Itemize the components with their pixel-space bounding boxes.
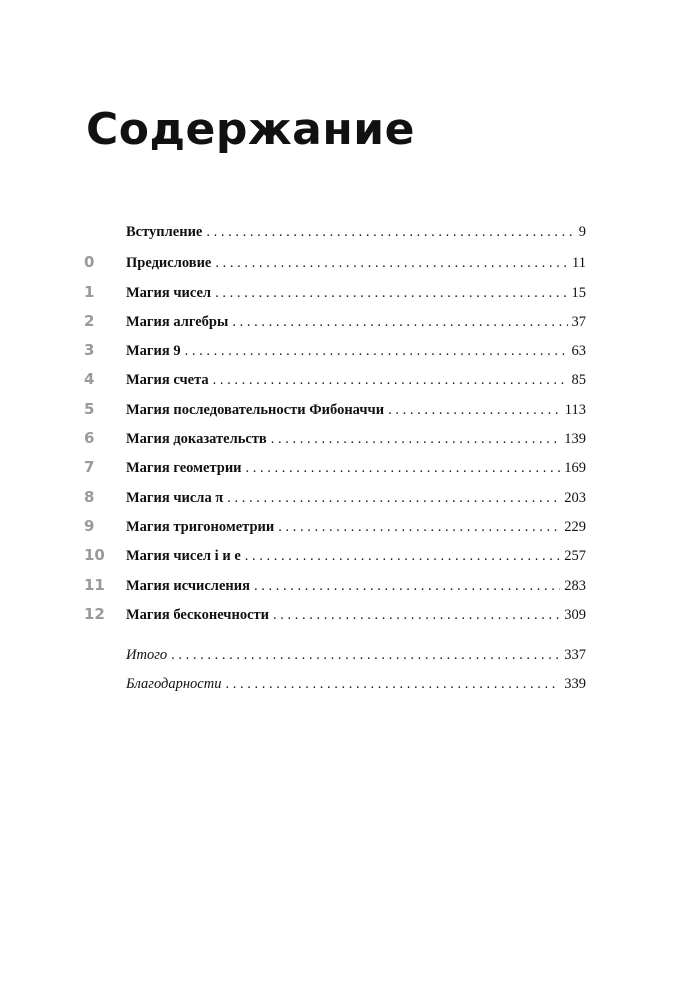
dot-leader [273, 607, 560, 624]
dot-leader [227, 490, 560, 507]
chapter-number: 11 [84, 575, 105, 594]
page-number: 309 [564, 606, 586, 623]
chapter-number: 6 [84, 429, 95, 448]
toc-entry-6[interactable] [84, 429, 586, 458]
toc-entry-summary[interactable] [84, 647, 586, 676]
dot-leader [171, 647, 560, 664]
chapter-number: 9 [84, 516, 95, 535]
toc-entry-2[interactable] [84, 312, 586, 341]
page-title: Содержание [86, 104, 415, 155]
toc-entry-10[interactable] [84, 546, 586, 575]
chapter-number: 8 [84, 487, 95, 506]
chapter-title: Вступление [126, 224, 203, 240]
chapter-title: Магия чисел [126, 284, 212, 301]
dot-leader [245, 548, 560, 565]
page-number: 283 [564, 577, 586, 594]
toc-entry-5[interactable] [84, 400, 586, 429]
page-number: 203 [564, 489, 586, 506]
toc-entry-4[interactable] [84, 370, 586, 399]
page-number: 85 [571, 372, 586, 389]
toc-entry-0[interactable] [84, 253, 586, 282]
dot-leader [271, 431, 560, 448]
chapter-title: Предисловие [126, 255, 212, 272]
toc-entry-3[interactable] [84, 341, 586, 370]
backmatter-title: Благодарности [126, 676, 222, 693]
dot-leader [278, 519, 560, 536]
page-number: 37 [571, 313, 586, 330]
chapter-title: Магия тригонометрии [126, 518, 275, 535]
toc-entry-acknowledgements[interactable] [84, 676, 586, 705]
chapter-number: 5 [84, 399, 95, 418]
dot-leader [225, 676, 560, 693]
page-number: 337 [564, 647, 586, 664]
page-number: 169 [564, 460, 586, 477]
toc-entry-11[interactable] [84, 576, 586, 605]
chapter-title: Магия последовательности Фибоначчи [126, 401, 385, 418]
page-number: 339 [564, 676, 586, 693]
chapter-title: Магия чисел i и e [126, 548, 241, 565]
toc-entry-9[interactable] [84, 517, 586, 546]
backmatter-title: Итого [126, 647, 168, 664]
chapter-number: 10 [84, 546, 105, 565]
toc-entry-1[interactable] [84, 283, 586, 312]
dot-leader [246, 460, 561, 477]
dot-leader [215, 255, 568, 272]
toc-entry-12[interactable] [84, 605, 586, 634]
page-number: 11 [572, 255, 586, 272]
chapter-number: 1 [84, 282, 95, 301]
chapter-number: 2 [84, 311, 95, 330]
dot-leader [388, 402, 561, 419]
chapter-number: 12 [84, 604, 105, 623]
chapter-title: Магия бесконечности [126, 606, 269, 623]
toc-entry-intro[interactable] [84, 224, 586, 253]
dot-leader [206, 224, 574, 241]
chapter-title: Магия счета [126, 372, 209, 389]
page-number: 139 [564, 431, 586, 448]
dot-leader [215, 285, 567, 302]
chapter-number: 0 [84, 253, 95, 272]
dot-leader [185, 343, 568, 360]
page-number: 229 [564, 518, 586, 535]
chapter-title: Магия исчисления [126, 577, 250, 594]
chapter-number: 7 [84, 458, 95, 477]
chapter-number: 3 [84, 341, 95, 360]
page-number: 257 [564, 548, 586, 565]
dot-leader [254, 578, 560, 595]
chapter-title: Магия алгебры [126, 313, 229, 330]
toc-entry-8[interactable] [84, 488, 586, 517]
chapter-title: Магия геометрии [126, 460, 242, 477]
chapter-number: 4 [84, 370, 95, 389]
toc-entry-7[interactable] [84, 458, 586, 487]
page-number: 9 [578, 224, 586, 240]
section-gap [84, 634, 586, 647]
chapter-title: Магия 9 [126, 343, 181, 360]
page-number: 15 [571, 284, 586, 301]
chapter-title: Магия доказательств [126, 431, 267, 448]
table-of-contents [84, 224, 586, 706]
page-number: 63 [571, 343, 586, 360]
dot-leader [213, 372, 568, 389]
chapter-title: Магия числа π [126, 489, 224, 506]
dot-leader [232, 314, 567, 331]
page-number: 113 [564, 401, 586, 418]
